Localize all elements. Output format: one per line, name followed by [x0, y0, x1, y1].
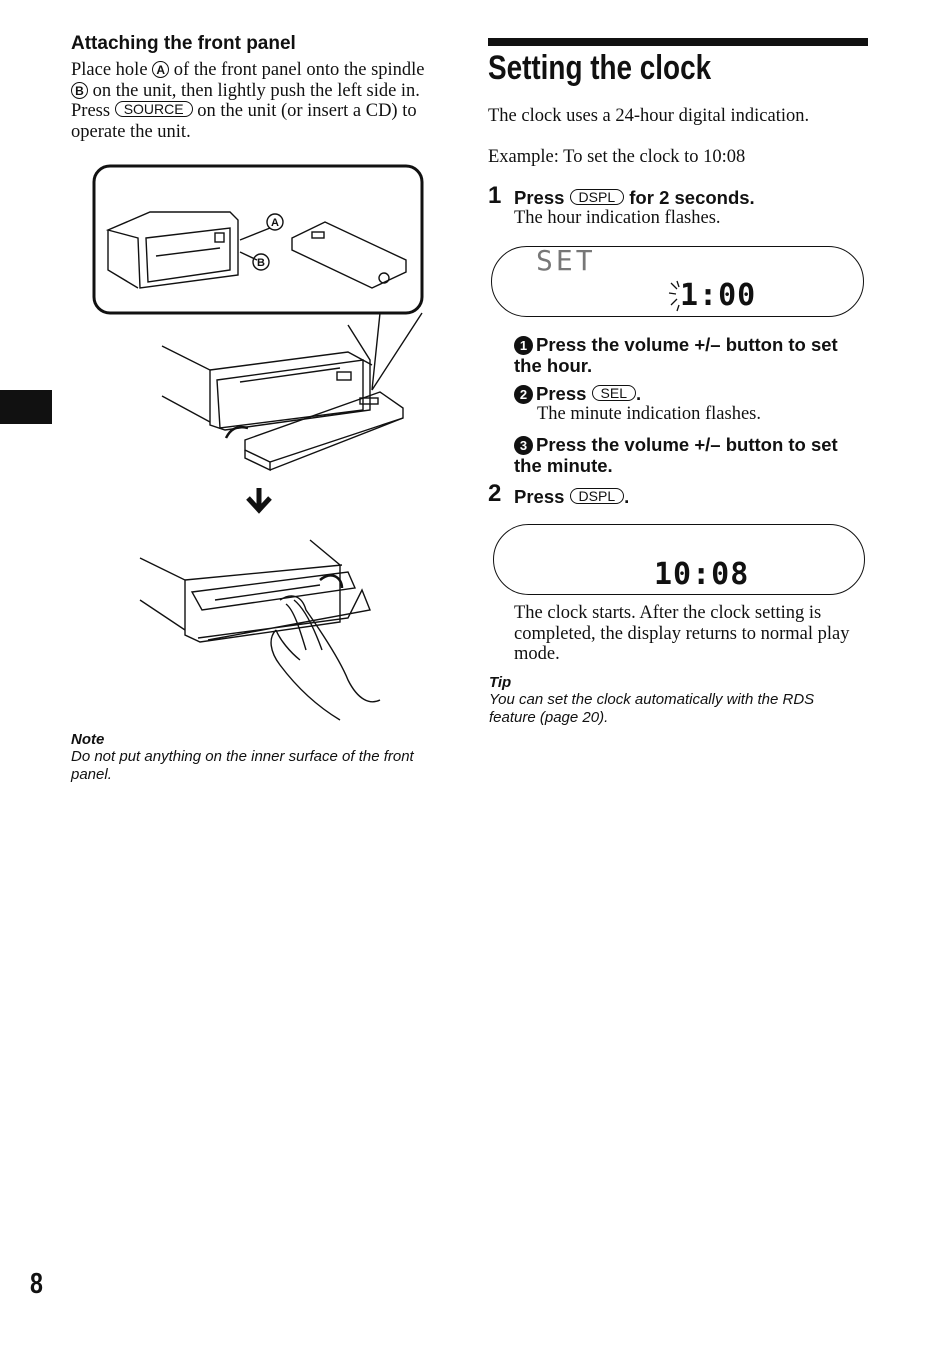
tip-text: You can set the clock automatically with the RDS feature (page 20).	[489, 691, 815, 726]
dspl-button-2: DSPL	[570, 488, 625, 504]
section-tab	[0, 390, 52, 424]
lcd-hour-display: 1:00	[680, 278, 757, 313]
inset-panel	[292, 222, 406, 288]
step-1-instruction: Press DSPL for 2 seconds.	[514, 187, 755, 208]
attaching-heading: Attaching the front panel	[71, 33, 296, 54]
sel-button: SEL	[592, 385, 636, 401]
tip-heading: Tip	[489, 674, 512, 691]
step-1-number: 1	[488, 182, 502, 209]
example-text: Example: To set the clock to 10:08	[488, 147, 746, 167]
front-panel-illustration	[80, 160, 440, 730]
callout-line-a	[240, 228, 270, 240]
step-1-description: The hour indication flashes.	[514, 208, 721, 228]
substep-1: 1 Press the volume +/– button to set the hour.	[514, 334, 838, 376]
note-text: Do not put anything on the inner surface of the front panel.	[71, 748, 414, 783]
down-arrow-icon	[248, 488, 270, 510]
inset-frame	[94, 166, 422, 313]
source-button: SOURCE	[115, 101, 193, 117]
callout-line-b	[240, 252, 257, 260]
intro-text: The clock uses a 24-hour digital indication.	[488, 106, 810, 126]
substep-1-marker: 1	[514, 336, 533, 355]
callout-b-label: B	[257, 257, 265, 269]
page-number: 8	[30, 1268, 43, 1300]
hand-illustration	[271, 596, 380, 720]
lcd-set-text: SET	[536, 244, 596, 277]
substep-2: 2 Press SEL .	[514, 383, 641, 404]
zoom-pointer	[372, 313, 422, 390]
bottom-unit	[140, 540, 370, 642]
substep-3-marker: 3	[514, 436, 533, 455]
lcd-clock-display: 10:08	[654, 557, 750, 592]
title-rule	[488, 38, 868, 46]
callout-a-label: A	[271, 217, 279, 229]
note-heading: Note	[71, 731, 105, 748]
page-title: Setting the clock	[488, 49, 712, 87]
attaching-paragraph: Place hole A of the front panel onto the spindle B on the unit, then lightly push the left side in. Press SOURCE on the unit (or insert a CD) to operate the unit.	[71, 60, 425, 142]
dspl-button: DSPL	[570, 189, 625, 205]
step-2-number: 2	[488, 480, 502, 507]
main-unit	[162, 325, 372, 430]
step-2-instruction: Press DSPL .	[514, 486, 630, 507]
after-text: The clock starts. After the clock setting is completed, the display returns to normal play mode.	[514, 603, 850, 664]
substep-2-marker: 2	[514, 385, 533, 404]
substep-3: 3 Press the volume +/– button to set the minute.	[514, 434, 838, 476]
spindle-b-marker: B	[71, 82, 88, 99]
inset-unit	[108, 212, 238, 288]
substep-2-description: The minute indication flashes.	[537, 404, 761, 424]
hole-a-marker: A	[152, 61, 169, 78]
main-panel	[226, 392, 403, 470]
